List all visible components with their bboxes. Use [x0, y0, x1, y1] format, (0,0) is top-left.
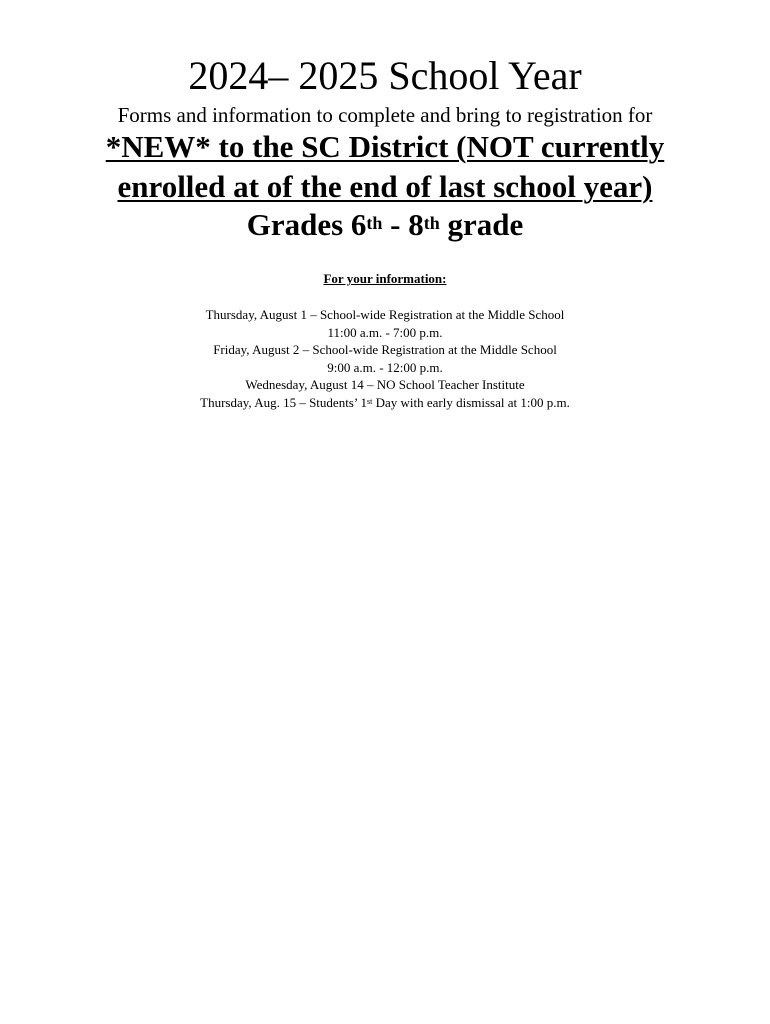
- grades-middle: - 8: [382, 207, 424, 242]
- schedule-line: 11:00 a.m. - 7:00 p.m.: [327, 324, 443, 340]
- schedule-line: 9:00 a.m. - 12:00 p.m.: [327, 359, 443, 375]
- document-title: 2024– 2025 School Year: [188, 53, 582, 98]
- schedule-line: Thursday, August 1 – School-wide Registration at the Middle School: [205, 307, 565, 322]
- schedule-line: [0, 394, 770, 412]
- schedule-line: Friday, August 2 – School-wide Registration at the Middle School: [213, 342, 557, 358]
- grades-superscript-2: th: [423, 213, 440, 233]
- schedule-line-6-suffix: Day with early dismissal at 1:00 p.m.: [372, 394, 570, 410]
- headline-line-1: *NEW* to the SC District (NOT currently: [105, 129, 665, 164]
- grades-superscript-1: th: [366, 213, 383, 233]
- schedule-line-6-superscript: st: [366, 396, 373, 406]
- schedule-line: Wednesday, August 14 – NO School Teacher Institute: [245, 377, 525, 393]
- schedule-list: [0, 306, 770, 412]
- grades-prefix: Grades 6: [246, 207, 367, 242]
- headline-line-2: enrolled at of the end of last school year): [117, 169, 653, 204]
- grades-heading: [0, 205, 770, 245]
- document-subtitle: Forms and information to complete and bring to registration for: [117, 103, 653, 127]
- schedule-line-6-prefix: Thursday, Aug. 15 – Students’ 1: [200, 394, 367, 410]
- info-heading: For your information:: [323, 271, 447, 286]
- grades-suffix: grade: [439, 207, 524, 242]
